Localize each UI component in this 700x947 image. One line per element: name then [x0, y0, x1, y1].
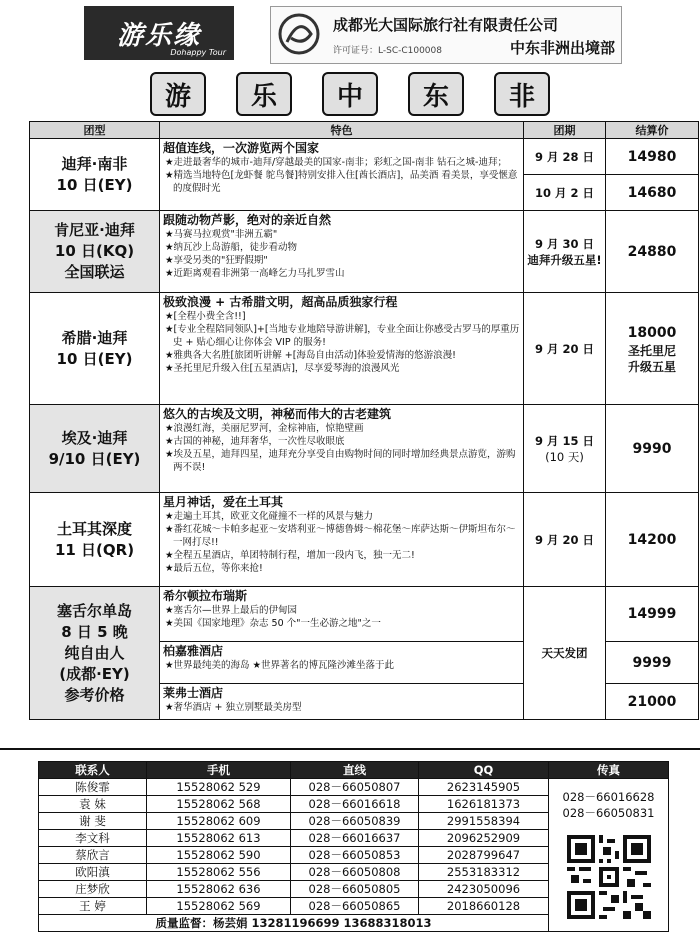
group-cell [30, 493, 160, 587]
col-fax: 传真 [549, 762, 669, 779]
feature-item: ★世界最纯美的海岛 ★世界著名的博瓦隆沙滩坐落于此 [165, 660, 395, 671]
table-row [30, 293, 699, 405]
date-cell [524, 211, 606, 293]
title-char: 中 [322, 72, 378, 116]
feature-item: ★走进最奢华的城市-迪拜/穿越最美的国家-南非；彩虹之国-南非 钻石之城-迪拜； [165, 157, 507, 168]
price-cell: 21000 [606, 684, 699, 720]
group-cell [30, 293, 160, 405]
group-cell [30, 405, 160, 493]
group-cell [30, 139, 160, 211]
contact-mobile[interactable]: 15528062 568 [147, 796, 291, 813]
group-name: 迪拜·南非 [61, 154, 128, 173]
group-name: 塞舌尔单岛 [56, 601, 132, 620]
contact-mobile[interactable]: 15528062 556 [147, 864, 291, 881]
contact-mobile[interactable]: 15528062 609 [147, 813, 291, 830]
fax-number[interactable]: 028－66016628 [562, 790, 655, 804]
group-name: 希腊·迪拜 [61, 328, 128, 347]
brand-name: 游乐缘 [116, 20, 201, 51]
feature-item: ★番红花城～卡帕多起亚～安塔利亚～博德鲁姆～棉花堡～库萨达斯～伊斯坦布尔～一网打尽!! [165, 524, 516, 548]
title-char: 乐 [236, 72, 292, 116]
license-number: 许可证号：L-SC-C100008 [333, 46, 442, 56]
feature-item: ★塞舌尔—世界上最后的伊甸园 [165, 605, 298, 616]
feature-item: ★奢华酒店 + 独立别墅最美房型 [165, 702, 302, 713]
col-qq: QQ [419, 762, 549, 779]
date-cell: 10 月 2 日 [524, 175, 606, 211]
price-cell: 9990 [606, 405, 699, 493]
contact-direct[interactable]: 028－66016618 [291, 796, 419, 813]
col-price: 结算价 [606, 122, 699, 139]
feature-item: ★美国《国家地理》杂志 50 个"一生必游之地"之一 [165, 618, 381, 629]
price-value: 18000 [627, 324, 677, 341]
contact-mobile[interactable]: 15528062 613 [147, 830, 291, 847]
table-row [30, 405, 699, 493]
date-cell: 天天发团 [524, 587, 606, 720]
table-header [30, 122, 699, 139]
feature-item: ★雅典各大名胜[旅团听讲解 +[海岛自由活动]体验爱情海的悠游浪漫! [165, 350, 456, 361]
price-cell: 14200 [606, 493, 699, 587]
page-title [150, 72, 550, 114]
price-cell: 14999 [606, 587, 699, 642]
contact-direct[interactable]: 028－66050805 [291, 881, 419, 898]
feature-cell [160, 493, 524, 587]
date-value: 9 月 30 日 [534, 236, 595, 251]
group-note: 全国联运 [64, 263, 125, 281]
group-note: 参考价格 [64, 685, 125, 704]
col-mobile: 手机 [147, 762, 291, 779]
feature-item: ★圣托里尼升级入住[五星酒店]，尽享爱琴海的浪漫风光 [165, 363, 400, 374]
feature-item: ★精选当地特色[龙虾餐 鸵鸟餐]特别安排入住[酋长酒店]，品美酒 看美景，享受惬意的度假时光 [165, 170, 518, 194]
feature-item: ★[全程小费全含!!] [165, 311, 246, 322]
date-cell: 9 月 20 日 [524, 293, 606, 405]
group-name: 埃及·迪拜 [61, 428, 128, 447]
table-row [30, 139, 699, 175]
company-banner [270, 6, 622, 64]
price-cell [606, 293, 699, 405]
feature-cell [160, 139, 524, 211]
feature-item: ★浪漫红海，美丽尼罗河，金棕神庙，惊艳壁画 [165, 423, 364, 434]
date-value: 9 月 15 日 [534, 433, 595, 448]
col-date: 团期 [524, 122, 606, 139]
contact-name: 李文科 [39, 830, 147, 847]
table-row [30, 493, 699, 587]
company-name: 成都光大国际旅行社有限责任公司 [333, 16, 559, 34]
contact-direct[interactable]: 028－66016637 [291, 830, 419, 847]
contact-direct[interactable]: 028－66050808 [291, 864, 419, 881]
contact-mobile[interactable]: 15528062 529 [147, 779, 291, 796]
col-direct: 直线 [291, 762, 419, 779]
title-char: 游 [150, 72, 206, 116]
contact-row [39, 779, 669, 796]
group-days: 10 日(EY) [56, 175, 133, 194]
group-days: 11 日(QR) [54, 540, 135, 559]
contact-name: 谢 斐 [39, 813, 147, 830]
feature-cell [160, 587, 524, 642]
contact-mobile[interactable]: 15528062 590 [147, 847, 291, 864]
feature-headline: 极致浪漫 + 古希腊文明，超高品质独家行程 [163, 295, 398, 309]
contact-qq[interactable]: 2018660128 [419, 898, 549, 915]
feature-item: ★全程五星酒店，单团特制行程，增加一段内飞，独一无二! [165, 550, 415, 561]
col-contact: 联系人 [39, 762, 147, 779]
contact-mobile[interactable]: 15528062 636 [147, 881, 291, 898]
price-cell: 24880 [606, 211, 699, 293]
contact-direct[interactable]: 028－66050807 [291, 779, 419, 796]
contact-qq[interactable]: 2096252909 [419, 830, 549, 847]
group-days: 10 日(EY) [56, 349, 133, 368]
feature-cell [160, 684, 524, 720]
col-group: 团型 [30, 122, 160, 139]
feature-headline: 星月神话，爱在土耳其 [163, 495, 284, 509]
date-cell [524, 405, 606, 493]
title-char: 东 [408, 72, 464, 116]
feature-item: ★最后五位，等你来抢! [165, 563, 263, 574]
feature-cell [160, 405, 524, 493]
date-note: (10 天) [545, 449, 584, 464]
price-cell: 9999 [606, 642, 699, 684]
contact-qq[interactable]: 2553183312 [419, 864, 549, 881]
contact-qq[interactable]: 2028799647 [419, 847, 549, 864]
feature-item: ★享受另类的"狂野假期" [165, 255, 268, 266]
contact-name: 庄梦欣 [39, 881, 147, 898]
price-cell: 14680 [606, 175, 699, 211]
date-cell: 9 月 20 日 [524, 493, 606, 587]
feature-headline: 超值连线，一次游览两个国家 [163, 141, 320, 155]
group-days: 9/10 日(EY) [48, 449, 141, 468]
brand-slogan: Dohappy Tour [170, 48, 226, 57]
feature-item: ★古国的神秘，迪拜奢华，一次性尽收眼底 [165, 436, 345, 447]
feature-cell [160, 211, 524, 293]
feature-item: ★走遍土耳其，欧亚文化碰撞不一样的风景与魅力 [165, 511, 374, 522]
contact-direct[interactable]: 028－66050853 [291, 847, 419, 864]
hotel-name: 莱弗士酒店 [163, 686, 224, 700]
contact-qq[interactable]: 2991558394 [419, 813, 549, 830]
price-note: 圣托里尼 [627, 343, 676, 358]
group-cell [30, 211, 160, 293]
contact-name: 袁 妹 [39, 796, 147, 813]
company-logo-icon [277, 12, 321, 56]
contact-qq[interactable]: 2423050096 [419, 881, 549, 898]
feature-item: ★纳瓦沙上岛游船，徒步看动物 [165, 242, 298, 253]
table-row [30, 587, 699, 642]
qr-code-icon [567, 835, 651, 919]
department-name: 中东非洲出境部 [509, 39, 615, 57]
hotel-name: 希尔顿拉布瑞斯 [163, 589, 248, 603]
group-note: (成都·EY) [59, 664, 130, 683]
group-days: 8 日 5 晚 [61, 622, 128, 641]
col-feature: 特色 [160, 122, 524, 139]
contact-table [38, 761, 669, 932]
contact-qq[interactable]: 1626181373 [419, 796, 549, 813]
hotel-name: 柏嘉雅酒店 [163, 644, 224, 658]
contact-direct[interactable]: 028－66050865 [291, 898, 419, 915]
group-name: 肯尼亚·迪拜 [54, 221, 135, 239]
table-row [30, 211, 699, 293]
feature-item: ★埃及五星，迪拜四星，迪拜充分享受自由购物时间的同时增加经典景点游览，游购两不误! [165, 449, 516, 473]
feature-item: ★马赛马拉观赏"非洲五霸" [165, 229, 278, 240]
feature-cell [160, 293, 524, 405]
group-note: 纯自由人 [64, 643, 125, 662]
brand-logo [84, 6, 234, 60]
feature-item: ★[专业全程陪同领队]+[当地专业地陪导游讲解]，专业全面让你感受古罗马的厚重历史 + 贴心细心让你体会 VIP 的服务! [165, 324, 520, 348]
contact-name: 蔡欣言 [39, 847, 147, 864]
feature-item: ★近距离观看非洲第一高峰乞力马扎罗雪山 [165, 268, 345, 279]
contact-section [0, 748, 700, 947]
contact-mobile[interactable]: 15528062 569 [147, 898, 291, 915]
contact-name: 陈俊霏 [39, 779, 147, 796]
feature-headline: 跟随动物芦影，绝对的亲近自然 [163, 213, 332, 227]
group-name: 土耳其深度 [56, 519, 132, 538]
contact-name: 王 婷 [39, 898, 147, 915]
feature-cell [160, 642, 524, 684]
quality-supervision: 质量监督：杨芸娟 13281196699 13688318013 [39, 915, 549, 932]
date-note: 迪拜升级五星! [527, 252, 602, 267]
group-cell [30, 587, 160, 720]
contact-name: 欧阳滇 [39, 864, 147, 881]
date-cell: 9 月 28 日 [524, 139, 606, 175]
fax-cell [549, 779, 669, 932]
tour-table [29, 121, 699, 720]
contact-direct[interactable]: 028－66050839 [291, 813, 419, 830]
price-cell: 14980 [606, 139, 699, 175]
contact-qq[interactable]: 2623145905 [419, 779, 549, 796]
group-days: 10 日(KQ) [54, 242, 135, 260]
feature-headline: 悠久的古埃及文明，神秘而伟大的古老建筑 [163, 407, 392, 421]
price-note: 升级五星 [627, 359, 676, 374]
fax-number[interactable]: 028－66050831 [562, 806, 655, 820]
contact-header [39, 762, 669, 779]
title-char: 非 [494, 72, 550, 116]
